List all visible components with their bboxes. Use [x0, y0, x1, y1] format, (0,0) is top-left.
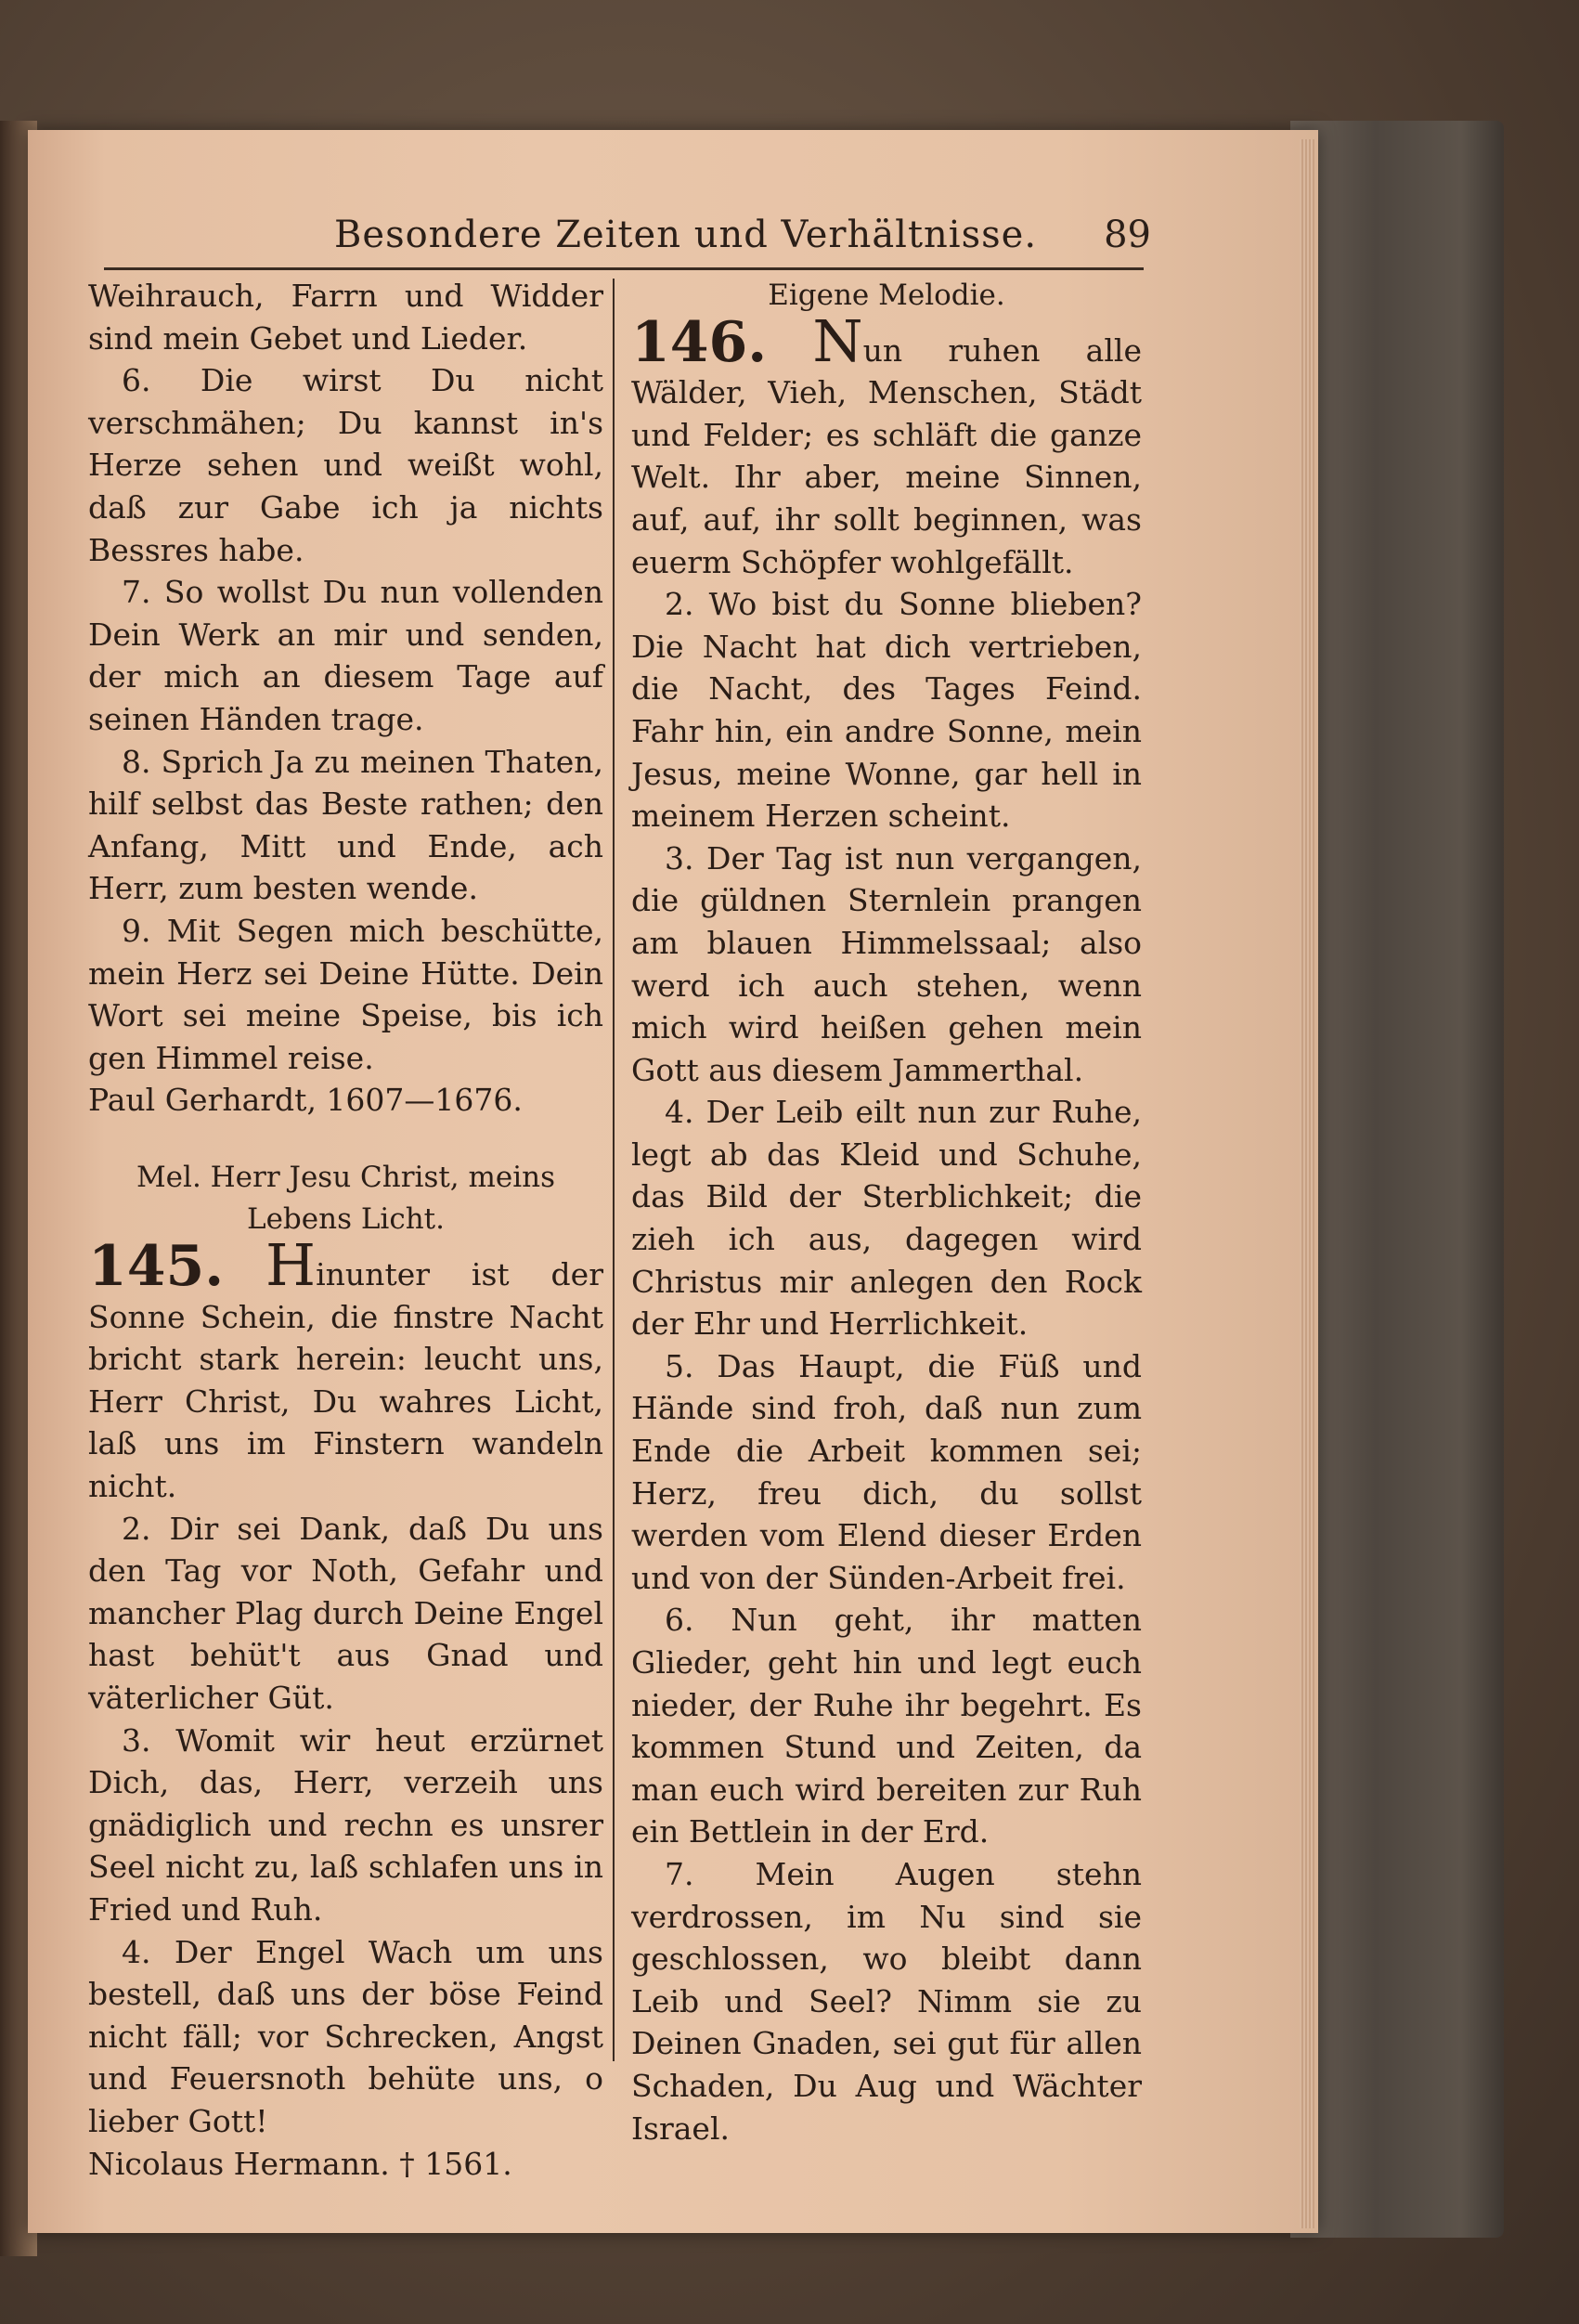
hymn-146-stanza-1 [631, 306, 1142, 584]
stanza-text: 4. Der Engel Wach um uns bestell, daß uns der böse Feind nicht fäll; vor Schrecken, Angst und Feuersnoth behüte uns, o lieber Gott! [88, 1933, 603, 2139]
author-attribution: Paul Gerhardt, 1607—1676. [88, 1082, 523, 1119]
stanza-text: un ruhen alle Wälder, Vieh, Menschen, Städt und Felder; es schläft die ganze Welt. Ihr aber, meine Sinnen, auf, auf, ihr sollt beginnen, was euerm Schöpfer wohlgefällt. [631, 331, 1142, 580]
column-divider [613, 279, 615, 2061]
stanza-text: Weihrauch, Farrn und Widder sind mein Gebet und Lieder. [88, 278, 603, 357]
header-rule [104, 267, 1144, 270]
stanza-text: 6. Nun geht, ihr matten Glieder, geht hin und legt euch nieder, der Ruhe ihr begehrt. Es kommen Stund und Zeiten, da man euch wird bereiten zur Ruh ein Bettlein in der Erd. [631, 1602, 1142, 1850]
stanza-text: inunter ist der Sonne Schein, die finstre Nacht bricht stark herein: leucht uns, Herr Christ, Du wahres Licht, laß uns im Finstern wandeln nicht. [88, 1256, 603, 1505]
stanza-text: 5. Das Haupt, die Füß und Hände sind froh, daß nun zum Ende die Arbeit kommen sei; Herz, freu dich, du sollst werden vom Elend dieser Erden und von der Sünden-Arbeit frei. [631, 1347, 1142, 1596]
running-head: Besondere Zeiten und Verhältnisse. [334, 214, 1038, 256]
melody-note: Mel. Herr Jesu Christ, meins Lebens Licht. [136, 1160, 556, 1237]
stanza-text: 6. Die wirst Du nicht verschmähen; Du kannst in's Herze sehen und weißt wohl, daß zur Gabe ich ja nichts Bessres habe. [88, 362, 603, 568]
drop-initial: H [265, 1231, 317, 1300]
author-attribution: Nicolaus Hermann. † 1561. [88, 2145, 512, 2182]
stanza-text: 7. So wollst Du nun vollenden Dein Werk an mir und senden, der mich an diesem Tage auf seinen Händen trage. [88, 574, 603, 737]
page-edges [1300, 139, 1314, 2228]
stanza-text: 2. Wo bist du Sonne blieben? Die Nacht hat dich vertrieben, die Nacht, des Tages Feind. Fahr hin, ein andre Sonne, mein Jesus, meine Wonne, gar hell in meinem Herzen scheint. [631, 586, 1142, 835]
page-header [102, 214, 1151, 269]
hymn-145-stanza-1 [88, 1231, 603, 1508]
stanza-text: 8. Sprich Ja zu meinen Thaten, hilf selbst das Beste rathen; den Anfang, Mitt und Ende, ach Herr, zum besten wende. [88, 743, 603, 907]
stanza-text: 2. Dir sei Dank, daß Du uns den Tag vor Noth, Gefahr und mancher Plag durch Deine Engel hast behüt't aus Gnad und väterlicher Güt. [88, 1510, 603, 1716]
melody-note: Eigene Melodie. [768, 279, 1005, 312]
stanza-text: 4. Der Leib eilt nun zur Ruhe, legt ab das Kleid und Schuhe, das Bild der Sterblichkeit; die zieh ich aus, dagegen wird Christus mir anlegen den Rock der Ehr und Herrlichkeit. [631, 1094, 1142, 1343]
hymn-number: 146. [631, 309, 768, 375]
stanza-text: 3. Womit wir heut erzürnet Dich, das, Herr, verzeih uns gnädiglich und rechn es unsrer Seel nicht zu, laß schlafen uns in Fried und Ruh. [88, 1721, 603, 1928]
stanza-text: 3. Der Tag ist nun vergangen, die güldnen Sternlein prangen am blauen Himmelssaal; also werd ich auch stehen, wenn mich wird heißen gehen mein Gott aus diesem Jammerthal. [631, 839, 1142, 1088]
book-cover-edge [1290, 121, 1504, 2238]
stanza-text: 9. Mit Segen mich beschütte, mein Herz sei Deine Hütte. Dein Wort sei meine Speise, bis ich gen Himmel reise. [88, 912, 603, 1076]
left-column [88, 275, 603, 2185]
page-number: 89 [1104, 214, 1151, 256]
right-column [631, 275, 1142, 2149]
hymn-number: 145. [88, 1234, 225, 1300]
stanza-text: 7. Mein Augen stehn verdrossen, im Nu sind sie geschlossen, wo bleibt dann Leib und Seel? Nimm sie zu Deinen Gnaden, sei gut für allen Schaden, Du Aug und Wächter Israel. [631, 1855, 1142, 2147]
drop-initial: N [812, 306, 863, 375]
